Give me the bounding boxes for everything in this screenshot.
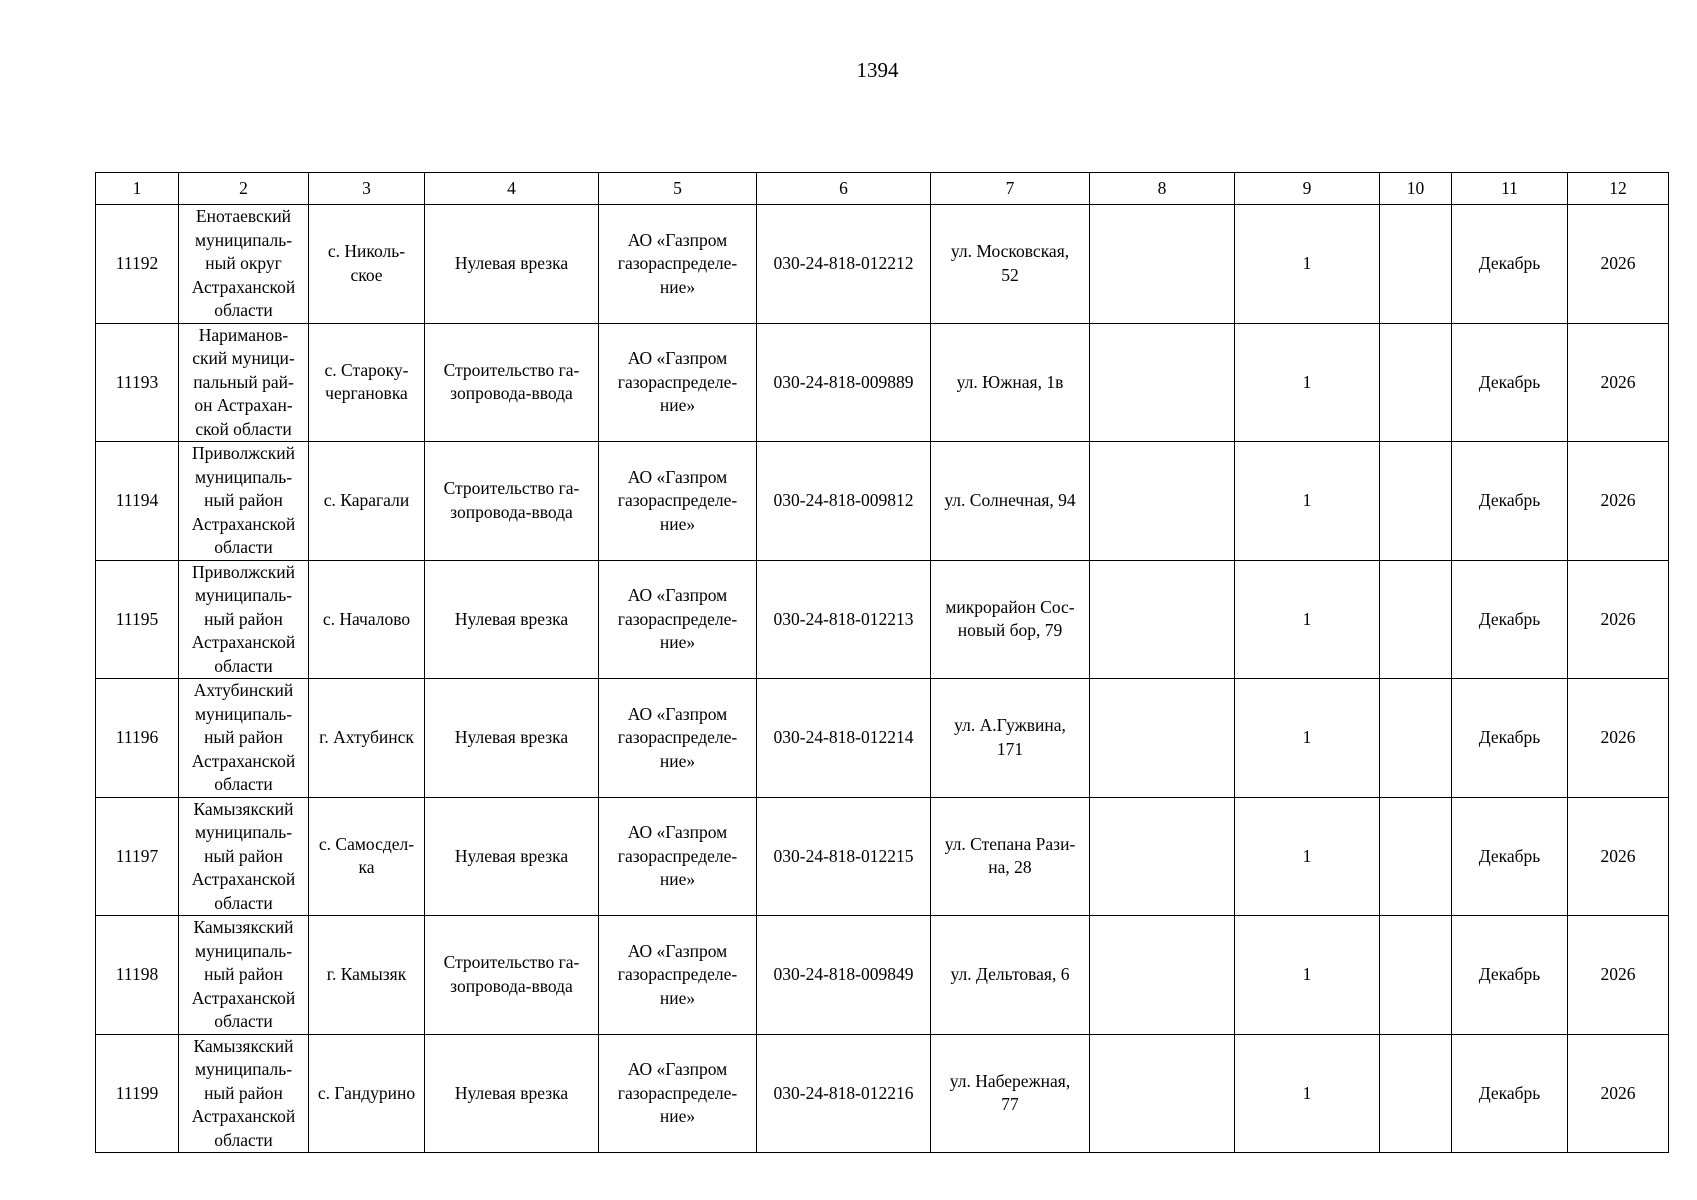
cell-text: Декабрь (1478, 845, 1541, 866)
cell-text: 11197 (115, 845, 159, 866)
municipality-cell (179, 560, 309, 679)
header-cell-5: 5 (599, 173, 757, 205)
year-cell (1568, 797, 1669, 916)
work-type-cell (425, 916, 599, 1035)
row-number-cell (96, 323, 179, 442)
table-row (96, 560, 1669, 679)
data-table (95, 172, 1669, 1153)
cell-text: 1 (1302, 1082, 1312, 1103)
cell-text: с. Карагали (323, 490, 410, 510)
cell-text: Нулевая врезка (454, 727, 569, 747)
col10-cell (1380, 679, 1452, 798)
cell-text: 11194 (115, 490, 159, 510)
cell-text: ул. Московская, 52 (950, 241, 1070, 285)
organization-cell (599, 1034, 757, 1153)
table-row (96, 205, 1669, 324)
cell-text: с. Самосдел- ка (318, 833, 415, 878)
year-cell (1568, 679, 1669, 798)
col10-cell (1380, 916, 1452, 1035)
month-cell (1452, 560, 1568, 679)
cell-text: Декабрь (1478, 608, 1541, 629)
cell-text: с. Николь- ское (327, 241, 406, 285)
cell-text: АО «Газпром газораспределе- ние» (617, 703, 738, 771)
header-cell-2: 2 (179, 173, 309, 205)
cell-text: АО «Газпром газораспределе- ние» (617, 822, 738, 889)
address-cell (931, 560, 1090, 679)
cell-text: с. Староку- чергановка (324, 359, 409, 404)
cell-text: Строительство га- зопровода-ввода (443, 359, 580, 404)
cell-text: Нулевая врезка (454, 253, 569, 273)
code-cell (757, 1034, 931, 1153)
quantity-cell (1235, 442, 1380, 561)
organization-cell (599, 205, 757, 324)
municipality-cell (179, 1034, 309, 1153)
work-type-cell (425, 560, 599, 679)
header-row (96, 173, 1669, 205)
quantity-cell (1235, 560, 1380, 679)
row-number-cell (96, 560, 179, 679)
code-cell (757, 205, 931, 324)
cell-text: ул. Солнечная, 94 (944, 490, 1076, 510)
page-number: 1394 (856, 58, 899, 82)
col10-cell (1380, 442, 1452, 561)
address-cell (931, 1034, 1090, 1153)
cell-text: 11195 (115, 608, 159, 629)
header-cell-1: 1 (96, 173, 179, 205)
col8-cell (1090, 442, 1235, 561)
header-cell-10: 10 (1380, 173, 1452, 205)
cell-text: Ахтубинский муниципаль- ный район Астраханской области (191, 680, 296, 794)
month-cell (1452, 679, 1568, 798)
cell-text: 2026 (1600, 964, 1636, 984)
year-cell (1568, 916, 1669, 1035)
cell-text: 030-24-818-009849 (773, 964, 914, 984)
cell-text: АО «Газпром газораспределе- ние» (617, 348, 738, 415)
table-row (96, 1034, 1669, 1153)
cell-text: ул. Набережная, 77 (949, 1070, 1071, 1115)
code-cell (757, 916, 931, 1035)
organization-cell (599, 323, 757, 442)
cell-text: Нулевая врезка (454, 845, 569, 866)
table-row (96, 442, 1669, 561)
cell-text: Декабрь (1478, 1082, 1541, 1103)
code-cell (757, 442, 931, 561)
cell-text: 2026 (1600, 608, 1636, 629)
header-cell-9: 9 (1235, 173, 1380, 205)
year-cell (1568, 323, 1669, 442)
col8-cell (1090, 1034, 1235, 1153)
address-cell (931, 442, 1090, 561)
month-cell (1452, 323, 1568, 442)
work-type-cell (425, 679, 599, 798)
header-cell-12: 12 (1568, 173, 1669, 205)
month-cell (1452, 1034, 1568, 1153)
col10-cell (1380, 323, 1452, 442)
month-cell (1452, 205, 1568, 324)
cell-text: 2026 (1600, 845, 1636, 866)
table-row (96, 797, 1669, 916)
table-row (96, 323, 1669, 442)
cell-text: Енотаевский муниципаль- ный округ Астраханской области (191, 206, 296, 320)
code-cell (757, 323, 931, 442)
month-cell (1452, 916, 1568, 1035)
month-cell (1452, 797, 1568, 916)
cell-text: 1 (1302, 727, 1312, 747)
cell-text: Нариманов- ский муници- пальный рай- он Астрахан- ской области (192, 324, 295, 439)
settlement-cell (309, 797, 425, 916)
address-cell (931, 205, 1090, 324)
month-cell (1452, 442, 1568, 561)
cell-text: г. Ахтубинск (319, 727, 414, 747)
municipality-cell (179, 679, 309, 798)
row-number-cell (96, 916, 179, 1035)
cell-text: АО «Газпром газораспределе- ние» (617, 229, 738, 297)
cell-text: Декабрь (1478, 490, 1541, 510)
quantity-cell (1235, 679, 1380, 798)
address-cell (931, 323, 1090, 442)
cell-text: 030-24-818-009889 (773, 371, 914, 392)
header-cell-11: 11 (1452, 173, 1568, 205)
cell-text: Декабрь (1478, 727, 1541, 747)
cell-text: Строительство га- зопровода-ввода (443, 952, 580, 996)
header-cell-4: 4 (425, 173, 599, 205)
cell-text: ул. Дельтовая, 6 (950, 964, 1070, 984)
work-type-cell (425, 205, 599, 324)
col8-cell (1090, 205, 1235, 324)
organization-cell (599, 916, 757, 1035)
quantity-cell (1235, 916, 1380, 1035)
cell-text: ул. Степана Рази- на, 28 (944, 833, 1076, 878)
row-number-cell (96, 205, 179, 324)
cell-text: Декабрь (1478, 964, 1541, 984)
settlement-cell (309, 323, 425, 442)
municipality-cell (179, 916, 309, 1035)
cell-text: Приволжский муниципаль- ный район Астраханской области (191, 561, 296, 676)
settlement-cell (309, 679, 425, 798)
cell-text: 030-24-818-009812 (773, 490, 914, 510)
settlement-cell (309, 442, 425, 561)
work-type-cell (425, 1034, 599, 1153)
cell-text: АО «Газпром газораспределе- ние» (617, 1059, 738, 1126)
header-cell-8: 8 (1090, 173, 1235, 205)
col8-cell (1090, 797, 1235, 916)
quantity-cell (1235, 323, 1380, 442)
address-cell (931, 797, 1090, 916)
cell-text: Камызякский муниципаль- ный район Астраханской области (191, 917, 296, 1031)
cell-text: 1 (1302, 964, 1312, 984)
code-cell (757, 560, 931, 679)
cell-text: АО «Газпром газораспределе- ние» (617, 585, 738, 652)
settlement-cell (309, 916, 425, 1035)
code-cell (757, 679, 931, 798)
work-type-cell (425, 797, 599, 916)
cell-text: 11193 (115, 371, 159, 392)
cell-text: Камызякский муниципаль- ный район Астраханской области (191, 1035, 296, 1150)
cell-text: 1 (1302, 253, 1312, 273)
cell-text: 030-24-818-012213 (773, 608, 914, 629)
organization-cell (599, 679, 757, 798)
municipality-cell (179, 323, 309, 442)
cell-text: 030-24-818-012214 (773, 727, 914, 747)
col10-cell (1380, 797, 1452, 916)
municipality-cell (179, 797, 309, 916)
address-cell (931, 679, 1090, 798)
cell-text: ул. А.Гужвина, 171 (954, 715, 1066, 759)
cell-text: 030-24-818-012216 (773, 1082, 914, 1103)
header-cell-7: 7 (931, 173, 1090, 205)
cell-text: 2026 (1600, 727, 1636, 747)
cell-text: АО «Газпром газораспределе- ние» (617, 940, 738, 1008)
municipality-cell (179, 442, 309, 561)
cell-text: 11198 (115, 964, 159, 984)
table-row (96, 679, 1669, 798)
cell-text: с. Гандурино (317, 1082, 416, 1103)
cell-text: Приволжский муниципаль- ный район Астраханской области (191, 443, 296, 557)
year-cell (1568, 560, 1669, 679)
organization-cell (599, 560, 757, 679)
code-cell (757, 797, 931, 916)
quantity-cell (1235, 205, 1380, 324)
cell-text: ул. Южная, 1в (956, 371, 1064, 392)
header-cell-6: 6 (757, 173, 931, 205)
cell-text: Декабрь (1478, 371, 1541, 392)
col8-cell (1090, 560, 1235, 679)
cell-text: г. Камызяк (326, 964, 407, 984)
cell-text: 2026 (1600, 1082, 1636, 1103)
cell-text: 2026 (1600, 490, 1636, 510)
header-cell-3: 3 (309, 173, 425, 205)
col8-cell (1090, 679, 1235, 798)
row-number-cell (96, 442, 179, 561)
year-cell (1568, 442, 1669, 561)
cell-text: 1 (1302, 371, 1312, 392)
col8-cell (1090, 916, 1235, 1035)
cell-text: Нулевая врезка (454, 608, 569, 629)
settlement-cell (309, 205, 425, 324)
cell-text: 11192 (115, 253, 159, 273)
col10-cell (1380, 205, 1452, 324)
row-number-cell (96, 679, 179, 798)
work-type-cell (425, 323, 599, 442)
cell-text: 030-24-818-012212 (773, 253, 914, 273)
municipality-cell (179, 205, 309, 324)
table-row (96, 916, 1669, 1035)
organization-cell (599, 442, 757, 561)
settlement-cell (309, 560, 425, 679)
cell-text: АО «Газпром газораспределе- ние» (617, 466, 738, 534)
work-type-cell (425, 442, 599, 561)
quantity-cell (1235, 797, 1380, 916)
cell-text: 11199 (115, 1082, 159, 1103)
settlement-cell (309, 1034, 425, 1153)
cell-text: с. Началово (322, 608, 411, 629)
col8-cell (1090, 323, 1235, 442)
cell-text: 030-24-818-012215 (773, 845, 914, 866)
cell-text: Камызякский муниципаль- ный район Астраханской области (191, 798, 296, 913)
organization-cell (599, 797, 757, 916)
cell-text: 11196 (115, 727, 159, 747)
cell-text: 1 (1302, 845, 1312, 866)
col10-cell (1380, 1034, 1452, 1153)
cell-text: Нулевая врезка (454, 1082, 569, 1103)
cell-text: 2026 (1600, 371, 1636, 392)
cell-text: Строительство га- зопровода-ввода (443, 478, 580, 522)
cell-text: микрорайон Сос- новый бор, 79 (945, 596, 1075, 641)
cell-text: 1 (1302, 608, 1312, 629)
year-cell (1568, 205, 1669, 324)
row-number-cell (96, 1034, 179, 1153)
col10-cell (1380, 560, 1452, 679)
cell-text: 1 (1302, 490, 1312, 510)
quantity-cell (1235, 1034, 1380, 1153)
cell-text: 2026 (1600, 253, 1636, 273)
table-body (96, 173, 1669, 1153)
year-cell (1568, 1034, 1669, 1153)
row-number-cell (96, 797, 179, 916)
cell-text: Декабрь (1478, 253, 1541, 273)
address-cell (931, 916, 1090, 1035)
